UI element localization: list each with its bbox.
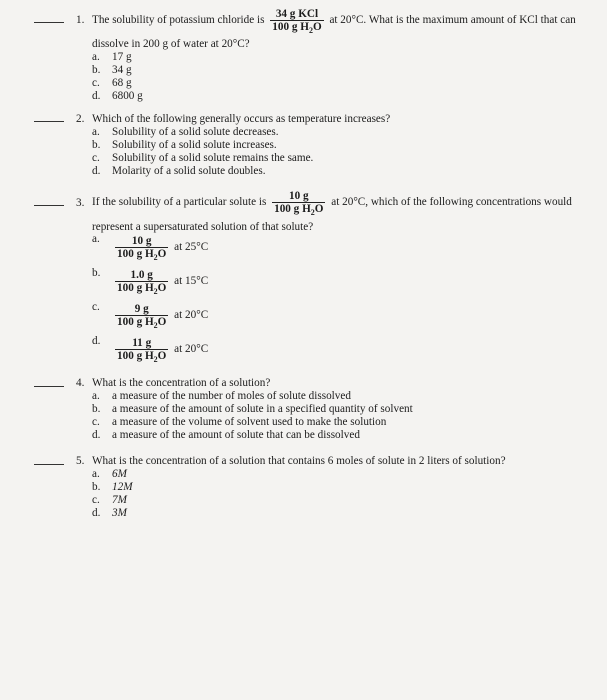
option-a: a. $\frac{10 g}{100 g H_2O}$ at 25°C (92, 233, 209, 263)
question-stem: The solubility of potassium chloride is $\frac{\text{34 g KCl}}{100 g H_2O}$ at 20°C. What is the maximum amount of KCl that can (92, 8, 576, 36)
option-b: b. 12M (92, 481, 133, 493)
question-stem: What is the concentration of a solution? (92, 377, 271, 389)
option-a: a. 17 g (92, 51, 132, 63)
question-stem-line2: represent a supersaturated solution of that solute? (92, 221, 314, 233)
option-c: c. 7M (92, 494, 127, 506)
answer-blank-4[interactable] (34, 386, 64, 387)
question-stem: What is the concentration of a solution that contains 6 moles of solute in 2 liters of solution? (92, 455, 506, 467)
options-list (92, 126, 313, 178)
option-d: d. Molarity of a solid solute doubles. (92, 165, 266, 177)
option-c: c. a measure of the volume of solvent used to make the solution (92, 416, 387, 428)
question-number: 2. (76, 113, 85, 125)
option-b: b. 34 g (92, 64, 132, 76)
question-number: 1. (76, 14, 85, 26)
question-number: 4. (76, 377, 85, 389)
question-stem: If the solubility of a particular solute is $\frac{10 g}{100 g H_2O}$ at 20°C, which of the following concentrations would (92, 190, 572, 218)
option-d: d. a measure of the amount of solute that can be dissolved (92, 429, 360, 441)
option-a: a. a measure of the number of moles of solute dissolved (92, 390, 351, 402)
solute-solubility-fraction: $\frac{10 g}{100 g H_2O}$ (274, 190, 324, 218)
answer-blank-3[interactable] (34, 205, 64, 206)
options-list (92, 390, 413, 442)
question-number: 3. (76, 197, 85, 209)
question-stem-line2: dissolve in 200 g of water at 20°C? (92, 38, 250, 50)
option-b: b. a measure of the amount of solute in a specified quantity of solvent (92, 403, 413, 415)
question-stem: Which of the following generally occurs as temperature increases? (92, 113, 391, 125)
option-b: b. Solubility of a solid solute increases. (92, 139, 277, 151)
question-number: 5. (76, 455, 85, 467)
option-b: b. $\frac{1.0 g}{100 g H_2O}$ at 15°C (92, 267, 209, 297)
options-list (92, 51, 143, 103)
options-list (92, 468, 133, 520)
option-c: c. 68 g (92, 77, 132, 89)
option-d: d. $\frac{11 g}{100 g H_2O}$ at 20°C (92, 335, 209, 365)
answer-blank-1[interactable] (34, 22, 64, 23)
option-d: d. 3M (92, 507, 127, 519)
option-a: a. 6M (92, 468, 127, 480)
answer-blank-5[interactable] (34, 464, 64, 465)
option-c: c. Solubility of a solid solute remains the same. (92, 152, 314, 164)
option-d: d. 6800 g (92, 90, 143, 102)
answer-blank-2[interactable] (34, 121, 64, 122)
kcl-solubility-fraction: $\frac{\text{34 g KCl}}{100 g H_2O}$ (272, 8, 322, 36)
option-c: c. $\frac{9 g}{100 g H_2O}$ at 20°C (92, 301, 209, 331)
option-a: a. Solubility of a solid solute decreases. (92, 126, 279, 138)
